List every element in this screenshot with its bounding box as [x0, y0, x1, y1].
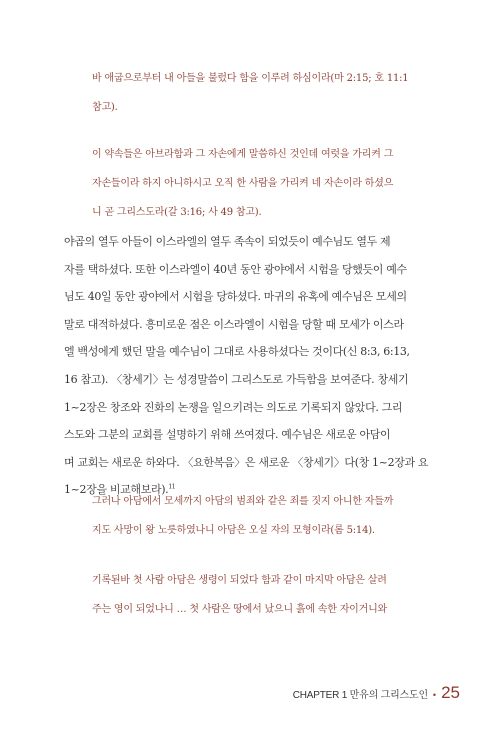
page-number: 25 — [441, 683, 460, 702]
body-line: 님도 40일 동안 광야에서 시험을 당하셨다. 마귀의 유혹에 예수님은 모세의 — [64, 290, 407, 304]
body-line-text: 1~2장을 비교해보라). — [64, 483, 169, 497]
body-line: 스도와 그분의 교회를 설명하기 위해 쓰여졌다. 예수님은 새로운 아담이 — [64, 428, 391, 442]
quote-line: 자손들이라 하지 아니하시고 오직 한 사람을 가리켜 네 자손이라 하셨으 — [92, 178, 394, 189]
scripture-quote-romans — [92, 487, 432, 545]
page-footer — [293, 683, 460, 703]
body-line: 1~2장은 창조와 진화의 논쟁을 일으키려는 의도로 기록되지 않았다. 그리 — [64, 400, 403, 414]
quote-line: 지도 사망이 왕 노릇하였나니 아담은 오실 자의 모형이라(롬 5:14). — [92, 525, 375, 536]
body-line: 16 참고). 〈창세기〉는 성경말씀이 그리스도로 가득함을 보여준다. 창세기 — [64, 372, 409, 386]
scripture-quote-corinthians — [92, 566, 432, 624]
body-line: 엘 백성에게 했던 말을 예수님이 그대로 사용하셨다는 것이다(신 8:3, 6:13, — [64, 345, 410, 359]
quote-line: 니 곧 그리스도라(갈 3:16; 사 49 참고). — [92, 207, 262, 218]
footnote-marker: 11 — [168, 483, 176, 491]
chapter-title: CHAPTER 1 만유의 그리스도인 — [292, 690, 428, 701]
quote-line: 참고). — [92, 102, 118, 113]
scripture-quote-galatians — [92, 140, 432, 227]
quote-line: 그러나 아담에서 모세까지 아담의 범죄와 같은 죄를 짓지 아니한 자들까 — [92, 496, 394, 507]
scripture-quote-matthew — [92, 64, 432, 122]
body-paragraph — [64, 228, 440, 504]
body-line: 말로 대적하셨다. 흥미로운 점은 이스라엘이 시험을 당할 때 모세가 이스라 — [64, 317, 404, 331]
quote-line: 기록된바 첫 사람 아담은 생령이 되었다 함과 같이 마지막 아담은 살려 — [92, 575, 387, 586]
body-line: 며 교회는 새로운 하와다. 〈요한복음〉은 새로운 〈창세기〉다(창 1~2장과 요 — [64, 455, 429, 469]
body-line: 야곱의 열두 아들이 이스라엘의 열두 족속이 되었듯이 예수님도 열두 제 — [64, 235, 391, 248]
body-line: 자를 택하셨다. 또한 이스라엘이 40년 동안 광야에서 시험을 당했듯이 예수 — [64, 262, 407, 276]
quote-line: 이 약속들은 아브라함과 그 자손에게 말씀하신 것인데 여럿을 가리켜 그 — [92, 149, 394, 160]
quote-line: 바 애굽으로부터 내 아들을 불렀다 함을 이루려 하심이라(마 2:15; 호 11:1 — [92, 73, 409, 84]
bullet-separator: • — [432, 690, 437, 700]
quote-line: 주는 영이 되었나니 … 첫 사람은 땅에서 났으니 흙에 속한 자이거니와 — [92, 604, 388, 615]
